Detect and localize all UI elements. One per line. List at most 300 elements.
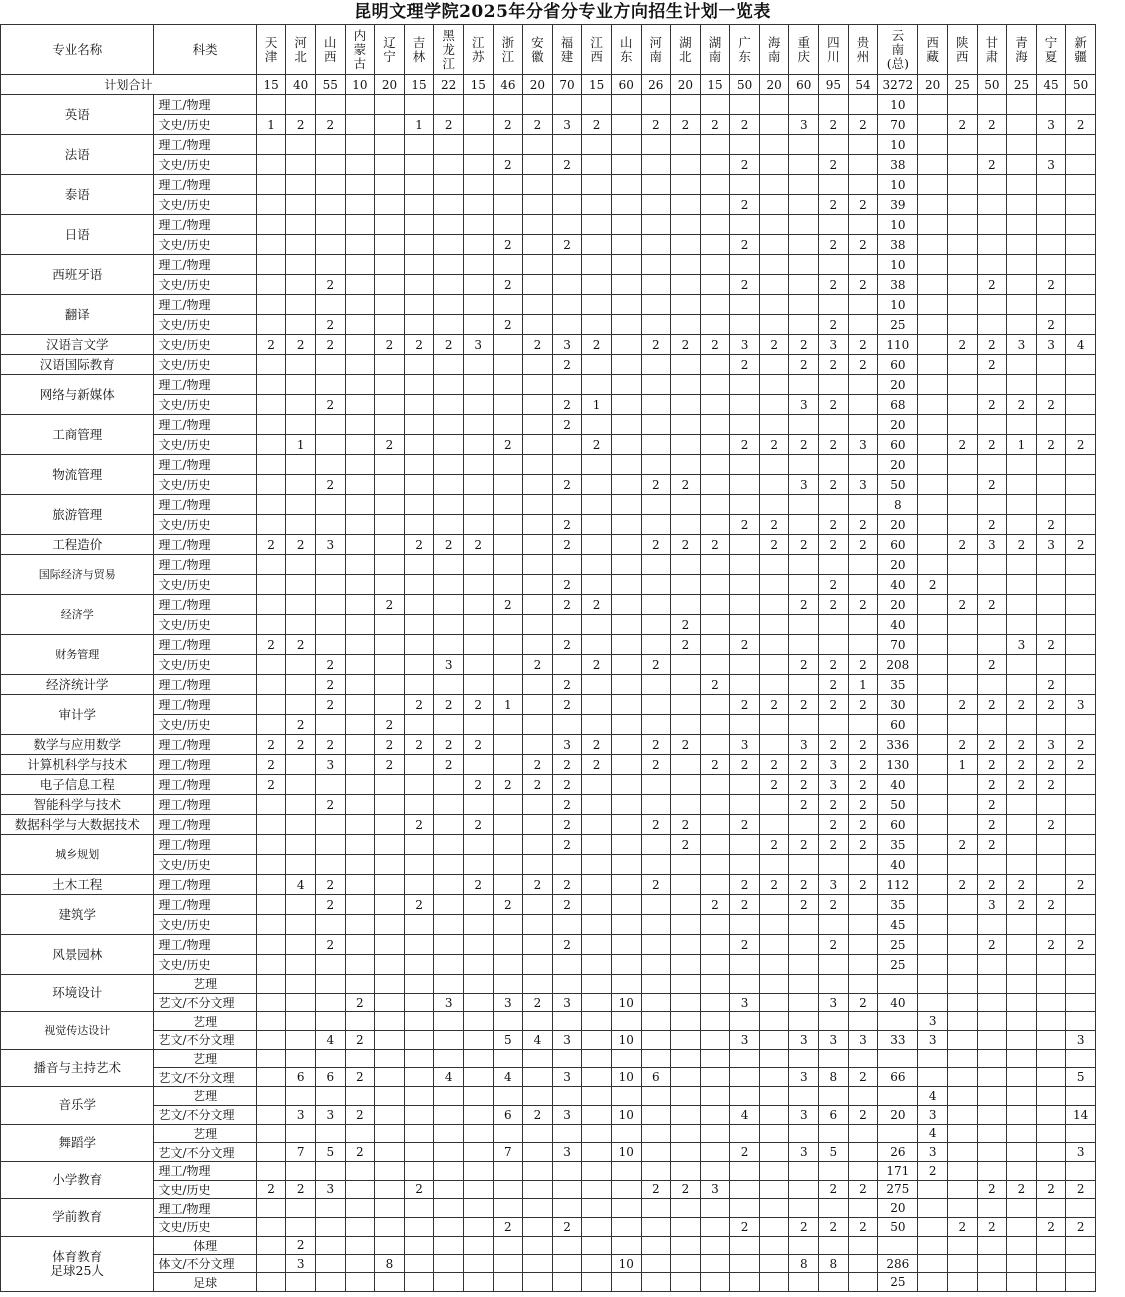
plan-cell — [1007, 795, 1037, 815]
plan-cell — [759, 175, 789, 195]
plan-cell — [315, 1199, 345, 1218]
plan-cell — [1007, 1105, 1037, 1124]
plan-cell — [1007, 993, 1037, 1012]
plan-cell — [947, 1105, 977, 1124]
plan-cell — [523, 1199, 553, 1218]
plan-cell: 3 — [1036, 735, 1066, 755]
plan-cell: 2 — [375, 735, 405, 755]
plan-cell — [819, 1124, 849, 1143]
plan-cell — [789, 495, 819, 515]
plan-cell: 38 — [878, 235, 918, 255]
subject-type: 文史/历史 — [154, 615, 256, 635]
plan-cell — [700, 275, 730, 295]
plan-cell: 70 — [878, 635, 918, 655]
total-cell: 15 — [582, 75, 612, 95]
plan-cell: 2 — [552, 695, 582, 715]
major-name: 经济统计学 — [1, 675, 154, 695]
plan-cell — [671, 675, 701, 695]
total-cell: 10 — [345, 75, 375, 95]
plan-cell — [493, 755, 523, 775]
plan-cell — [641, 435, 671, 455]
plan-cell — [493, 875, 523, 895]
plan-cell: 10 — [878, 175, 918, 195]
table-row — [1, 715, 1096, 735]
plan-cell: 3 — [789, 395, 819, 415]
plan-cell — [434, 435, 464, 455]
plan-cell: 3 — [918, 1012, 948, 1031]
plan-cell — [671, 1105, 701, 1124]
plan-cell: 2 — [730, 275, 760, 295]
plan-cell: 2 — [977, 755, 1007, 775]
totals-label: 计划合计 — [1, 75, 257, 95]
plan-cell — [1036, 255, 1066, 275]
plan-cell: 20 — [878, 515, 918, 535]
plan-cell: 2 — [918, 1161, 948, 1180]
plan-cell — [1066, 835, 1096, 855]
table-row — [1, 1199, 1096, 1218]
plan-cell — [404, 395, 434, 415]
plan-cell — [977, 315, 1007, 335]
plan-cell — [582, 95, 612, 115]
plan-cell — [848, 955, 878, 975]
plan-cell — [463, 915, 493, 935]
plan-cell — [582, 1087, 612, 1106]
plan-cell — [759, 415, 789, 435]
plan-cell — [404, 975, 434, 994]
plan-cell: 6 — [286, 1068, 316, 1087]
plan-cell: 2 — [552, 675, 582, 695]
plan-cell — [552, 1273, 582, 1291]
plan-cell — [345, 395, 375, 415]
major-name: 计算机科学与技术 — [1, 755, 154, 775]
plan-cell — [404, 775, 434, 795]
plan-cell — [493, 415, 523, 435]
plan-cell — [947, 915, 977, 935]
plan-cell — [375, 795, 405, 815]
plan-cell: 10 — [611, 1068, 641, 1087]
subject-type: 文史/历史 — [154, 395, 256, 415]
plan-cell — [582, 1143, 612, 1162]
plan-cell: 2 — [1066, 1217, 1096, 1236]
plan-cell — [552, 375, 582, 395]
plan-cell — [582, 935, 612, 955]
plan-cell — [641, 595, 671, 615]
plan-cell: 2 — [552, 235, 582, 255]
plan-cell — [947, 1273, 977, 1291]
plan-cell — [918, 1273, 948, 1291]
plan-cell: 2 — [819, 195, 849, 215]
plan-cell — [700, 1143, 730, 1162]
plan-cell: 2 — [345, 1143, 375, 1162]
province-header: 河 南 — [641, 25, 671, 75]
plan-cell — [286, 975, 316, 994]
plan-cell — [918, 815, 948, 835]
enrollment-plan-table — [0, 24, 1096, 1292]
plan-cell — [1036, 1068, 1066, 1087]
plan-cell — [345, 935, 375, 955]
total-cell: 40 — [286, 75, 316, 95]
plan-cell — [789, 195, 819, 215]
plan-cell — [404, 575, 434, 595]
plan-cell — [671, 1255, 701, 1273]
plan-cell — [434, 1180, 464, 1199]
plan-cell — [463, 955, 493, 975]
plan-cell: 40 — [878, 575, 918, 595]
plan-cell: 2 — [641, 875, 671, 895]
total-cell: 50 — [730, 75, 760, 95]
plan-cell — [700, 1068, 730, 1087]
plan-cell: 2 — [977, 395, 1007, 415]
plan-cell — [700, 1012, 730, 1031]
plan-cell: 2 — [1036, 775, 1066, 795]
plan-cell — [641, 975, 671, 994]
plan-cell — [463, 315, 493, 335]
plan-cell — [582, 135, 612, 155]
plan-cell — [1036, 355, 1066, 375]
subject-type: 理工/物理 — [154, 815, 256, 835]
total-cell: 60 — [611, 75, 641, 95]
plan-cell — [375, 295, 405, 315]
plan-cell — [947, 855, 977, 875]
plan-cell — [671, 215, 701, 235]
plan-cell: 2 — [1036, 935, 1066, 955]
plan-cell — [315, 855, 345, 875]
plan-cell — [315, 215, 345, 235]
plan-cell: 5 — [819, 1143, 849, 1162]
plan-cell — [977, 1199, 1007, 1218]
plan-cell — [947, 815, 977, 835]
subject-type: 文史/历史 — [154, 235, 256, 255]
plan-cell: 2 — [315, 935, 345, 955]
plan-cell — [641, 915, 671, 935]
plan-cell — [789, 295, 819, 315]
plan-cell — [977, 975, 1007, 994]
plan-cell — [434, 495, 464, 515]
plan-cell — [848, 975, 878, 994]
plan-cell — [493, 835, 523, 855]
plan-cell — [315, 1217, 345, 1236]
plan-cell — [345, 415, 375, 435]
plan-cell: 2 — [759, 435, 789, 455]
plan-cell — [1066, 575, 1096, 595]
plan-cell — [493, 615, 523, 635]
plan-cell — [918, 795, 948, 815]
plan-cell — [789, 715, 819, 735]
plan-cell: 8 — [789, 1255, 819, 1273]
plan-cell — [977, 1273, 1007, 1291]
plan-cell — [759, 575, 789, 595]
plan-cell: 2 — [404, 535, 434, 555]
table-row — [1, 1031, 1096, 1050]
plan-cell — [671, 1087, 701, 1106]
plan-cell — [434, 1236, 464, 1254]
plan-cell — [1007, 135, 1037, 155]
plan-cell — [977, 235, 1007, 255]
plan-cell: 4 — [918, 1087, 948, 1106]
plan-cell: 286 — [878, 1255, 918, 1273]
plan-cell: 2 — [404, 695, 434, 715]
plan-cell — [1036, 1255, 1066, 1273]
plan-cell — [582, 1161, 612, 1180]
plan-cell — [463, 675, 493, 695]
plan-cell — [493, 475, 523, 495]
plan-cell: 10 — [611, 1143, 641, 1162]
plan-cell — [493, 655, 523, 675]
plan-cell — [700, 255, 730, 275]
plan-cell — [671, 915, 701, 935]
plan-cell — [977, 1236, 1007, 1254]
plan-cell — [345, 635, 375, 655]
plan-cell — [286, 235, 316, 255]
plan-cell — [611, 675, 641, 695]
plan-cell — [404, 375, 434, 395]
plan-cell: 2 — [493, 115, 523, 135]
plan-cell — [463, 1124, 493, 1143]
plan-cell — [493, 255, 523, 275]
plan-cell: 2 — [819, 795, 849, 815]
plan-cell: 2 — [730, 755, 760, 775]
subject-type: 理工/物理 — [154, 735, 256, 755]
plan-cell: 2 — [819, 535, 849, 555]
plan-cell — [463, 595, 493, 615]
plan-cell — [611, 875, 641, 895]
plan-cell — [611, 1124, 641, 1143]
plan-cell — [523, 1236, 553, 1254]
plan-cell — [641, 1161, 671, 1180]
plan-cell — [582, 1105, 612, 1124]
plan-cell — [375, 355, 405, 375]
plan-cell — [404, 495, 434, 515]
plan-cell: 2 — [819, 695, 849, 715]
plan-cell — [671, 575, 701, 595]
plan-cell: 2 — [463, 695, 493, 715]
plan-cell: 2 — [700, 335, 730, 355]
plan-cell — [345, 355, 375, 375]
plan-cell: 2 — [463, 875, 493, 895]
plan-cell — [611, 415, 641, 435]
plan-cell — [611, 215, 641, 235]
page-title: 昆明文理学院2025年分省分专业方向招生计划一览表 — [354, 2, 771, 22]
table-row — [1, 155, 1096, 175]
major-name: 审计学 — [1, 695, 154, 735]
plan-cell — [700, 415, 730, 435]
plan-cell — [345, 655, 375, 675]
plan-cell: 3 — [315, 755, 345, 775]
plan-cell — [345, 515, 375, 535]
province-header: 内 蒙 古 — [345, 25, 375, 75]
plan-cell — [582, 455, 612, 475]
plan-cell — [700, 435, 730, 455]
subject-type: 理工/物理 — [154, 595, 256, 615]
plan-cell — [315, 993, 345, 1012]
plan-cell: 2 — [819, 655, 849, 675]
plan-cell — [700, 1031, 730, 1050]
plan-cell: 2 — [789, 595, 819, 615]
plan-cell — [641, 1199, 671, 1218]
plan-cell — [582, 1199, 612, 1218]
plan-cell: 2 — [582, 755, 612, 775]
plan-cell: 2 — [552, 815, 582, 835]
plan-cell — [1066, 475, 1096, 495]
table-row — [1, 895, 1096, 915]
plan-cell: 3 — [315, 1105, 345, 1124]
plan-cell: 3 — [819, 1031, 849, 1050]
plan-cell: 2 — [641, 1180, 671, 1199]
plan-cell — [493, 1049, 523, 1068]
plan-cell — [641, 635, 671, 655]
plan-cell: 30 — [878, 695, 918, 715]
plan-cell — [918, 395, 948, 415]
plan-cell — [759, 295, 789, 315]
subject-type: 文史/历史 — [154, 515, 256, 535]
plan-cell: 20 — [878, 595, 918, 615]
plan-cell: 2 — [848, 1105, 878, 1124]
plan-cell — [256, 355, 286, 375]
plan-cell — [641, 575, 671, 595]
plan-cell — [947, 215, 977, 235]
plan-cell — [918, 635, 948, 655]
plan-cell — [1066, 495, 1096, 515]
plan-cell — [582, 815, 612, 835]
plan-cell — [700, 915, 730, 935]
plan-cell — [1036, 1199, 1066, 1218]
subject-type: 文史/历史 — [154, 575, 256, 595]
plan-cell — [611, 1273, 641, 1291]
plan-cell — [730, 775, 760, 795]
plan-cell: 2 — [730, 355, 760, 375]
plan-cell: 3 — [819, 775, 849, 795]
plan-cell — [700, 375, 730, 395]
table-row — [1, 1068, 1096, 1087]
plan-cell — [493, 335, 523, 355]
plan-cell: 3 — [552, 335, 582, 355]
plan-cell — [730, 715, 760, 735]
plan-cell: 2 — [493, 1217, 523, 1236]
plan-cell: 2 — [848, 695, 878, 715]
plan-cell — [1007, 315, 1037, 335]
plan-cell — [947, 1143, 977, 1162]
plan-cell — [404, 555, 434, 575]
plan-cell — [434, 835, 464, 855]
plan-cell — [819, 1012, 849, 1031]
plan-cell — [286, 455, 316, 475]
plan-cell — [730, 835, 760, 855]
table-row — [1, 335, 1096, 355]
plan-cell: 2 — [493, 155, 523, 175]
plan-cell — [730, 1012, 760, 1031]
subject-type: 文史/历史 — [154, 275, 256, 295]
subject-type: 文史/历史 — [154, 955, 256, 975]
plan-cell: 3 — [1036, 335, 1066, 355]
plan-cell — [523, 215, 553, 235]
plan-cell — [582, 475, 612, 495]
plan-cell — [345, 915, 375, 935]
plan-cell: 2 — [493, 275, 523, 295]
plan-cell: 3 — [730, 335, 760, 355]
table-row — [1, 1087, 1096, 1106]
plan-cell — [463, 1031, 493, 1050]
plan-cell — [611, 1012, 641, 1031]
plan-cell — [315, 1049, 345, 1068]
plan-cell — [789, 175, 819, 195]
plan-cell — [523, 635, 553, 655]
plan-cell: 2 — [345, 1031, 375, 1050]
plan-cell — [918, 855, 948, 875]
plan-cell — [641, 275, 671, 295]
plan-cell: 2 — [848, 595, 878, 615]
plan-cell — [404, 415, 434, 435]
plan-cell — [611, 235, 641, 255]
plan-cell: 60 — [878, 715, 918, 735]
plan-cell — [345, 195, 375, 215]
major-name: 国际经济与贸易 — [1, 555, 154, 595]
plan-cell — [345, 615, 375, 635]
plan-cell — [947, 635, 977, 655]
plan-cell — [730, 475, 760, 495]
plan-cell — [918, 275, 948, 295]
plan-cell — [700, 135, 730, 155]
plan-cell — [848, 1255, 878, 1273]
plan-cell: 10 — [611, 1105, 641, 1124]
plan-cell — [759, 1236, 789, 1254]
plan-cell: 3 — [789, 735, 819, 755]
plan-cell — [404, 1255, 434, 1273]
subject-type: 理工/物理 — [154, 695, 256, 715]
plan-cell — [286, 1124, 316, 1143]
plan-cell — [1066, 775, 1096, 795]
plan-cell — [1007, 255, 1037, 275]
plan-cell — [918, 1255, 948, 1273]
subject-type: 艺理 — [154, 1012, 256, 1031]
plan-cell — [611, 815, 641, 835]
plan-cell — [641, 395, 671, 415]
plan-cell — [759, 1273, 789, 1291]
plan-cell — [523, 695, 553, 715]
plan-cell — [819, 455, 849, 475]
plan-cell — [463, 95, 493, 115]
plan-cell — [730, 95, 760, 115]
plan-cell — [463, 975, 493, 994]
plan-cell — [1007, 1049, 1037, 1068]
plan-cell — [345, 1087, 375, 1106]
plan-cell — [848, 495, 878, 515]
plan-cell — [523, 595, 553, 615]
plan-cell — [641, 195, 671, 215]
plan-cell — [315, 1273, 345, 1291]
plan-cell — [582, 175, 612, 195]
plan-cell — [345, 1161, 375, 1180]
plan-cell: 2 — [848, 875, 878, 895]
plan-cell — [375, 1124, 405, 1143]
plan-cell — [582, 895, 612, 915]
plan-cell — [700, 855, 730, 875]
plan-cell — [463, 1273, 493, 1291]
plan-cell — [848, 855, 878, 875]
plan-cell — [641, 1255, 671, 1273]
plan-cell — [641, 993, 671, 1012]
plan-cell — [789, 375, 819, 395]
table-row — [1, 1124, 1096, 1143]
plan-cell: 2 — [730, 115, 760, 135]
plan-cell — [1007, 575, 1037, 595]
plan-cell — [552, 615, 582, 635]
plan-cell — [848, 1161, 878, 1180]
plan-cell — [404, 135, 434, 155]
plan-cell — [286, 315, 316, 335]
plan-cell — [552, 215, 582, 235]
subject-type: 理工/物理 — [154, 635, 256, 655]
plan-cell: 3 — [700, 1180, 730, 1199]
